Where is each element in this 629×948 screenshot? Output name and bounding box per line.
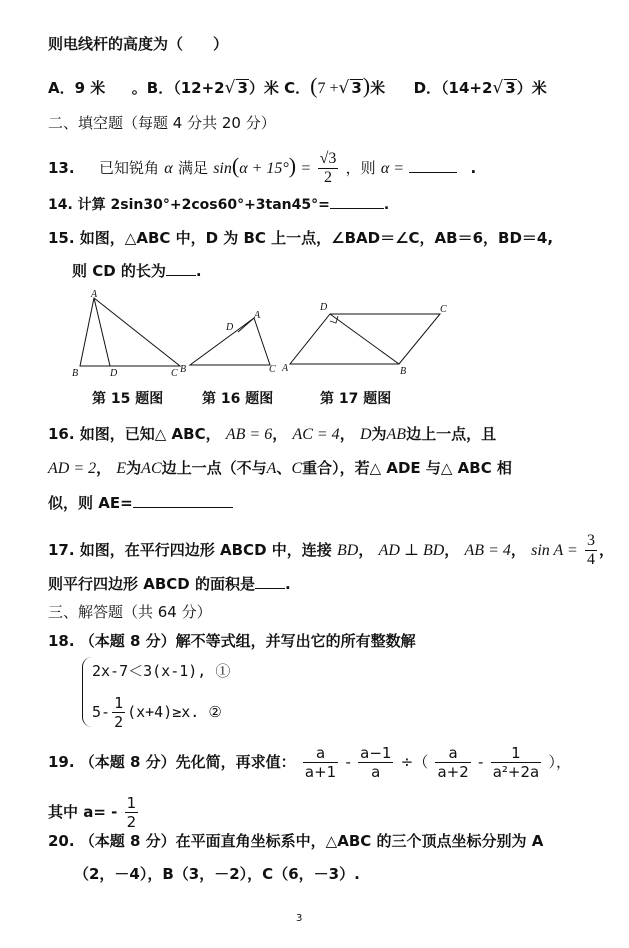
q13-sin: sin (213, 160, 232, 177)
q17-line1 (48, 532, 614, 569)
q19-div: ÷（ (400, 753, 429, 771)
caption-fig-15: 第 15 题图 (92, 391, 164, 407)
q13-text2: 满足 (177, 159, 208, 177)
f15-label-b: B (72, 368, 79, 379)
q19-frac4 (491, 744, 542, 781)
q18-i2-post: (x+4)≥x. ② (127, 703, 222, 721)
q19-minus2: - (478, 753, 484, 771)
q13-text: 已知锐角 (99, 159, 160, 177)
caption-fig-16: 第 16 题图 (202, 391, 274, 407)
f17-label-a: A (282, 363, 289, 374)
q16-t5: 似，则 AE= (48, 494, 133, 512)
f16-label-c: C (269, 364, 276, 375)
q17-c4: ， (599, 541, 615, 559)
f16-label-b: B (180, 364, 187, 375)
q17-fraction (585, 532, 597, 569)
f15-label-d: D (110, 368, 118, 379)
q17-end: . (284, 575, 291, 593)
q16-answer-blank[interactable] (133, 493, 233, 508)
q19-frac1 (303, 744, 338, 781)
f16-label-d: D (226, 322, 234, 333)
option-c-suffix: 米 (370, 79, 386, 97)
q18-fraction (112, 694, 125, 731)
q15-line2 (72, 261, 202, 281)
caption-fig-17: 第 17 题图 (320, 391, 392, 407)
q16-wei: 为 (371, 425, 387, 443)
figures-row (66, 288, 466, 380)
q15-text: 则 CD 的长为 (72, 262, 166, 280)
q17-c1: ， (358, 541, 374, 559)
q12-tail: 则电线杆的高度为（ ） (48, 35, 229, 53)
q16-t1: 16. 如图，已知△ ABC， (48, 425, 221, 443)
f17-label-b: B (400, 366, 407, 377)
q17-t1: 17. 如图，在平行四边形 ABCD 中，连接 (48, 541, 332, 559)
q18-i2-pre: 5- (92, 703, 111, 721)
q16-t4: 重合），若△ ADE 与△ ABC 相 (302, 459, 512, 477)
q17-t2: 则平行四边形 ABCD 的面积是 (48, 575, 255, 593)
q15-answer-blank[interactable] (166, 261, 196, 276)
q19-frac3 (435, 744, 470, 781)
q13-answer-blank[interactable] (409, 158, 457, 173)
q19-minus: - (345, 753, 351, 771)
q16-e: E (116, 460, 127, 477)
q13-arg: α + 15° (239, 160, 289, 177)
q13-alpha: α (164, 160, 173, 177)
q17-frac-den: 4 (587, 551, 596, 568)
q13-frac-num: √3 (319, 150, 337, 167)
page-number: 3 (296, 913, 303, 924)
q13-frac-den: 2 (324, 169, 332, 186)
q19-line2 (48, 794, 140, 831)
q16-ad2: AD = 2 (48, 460, 97, 477)
q13: 13. 已知锐角 α 满足 sin(α + 15°) = $\frac{√3}{2}$ ，则 α = . (48, 150, 477, 186)
option-b-radicand: 3 (237, 79, 248, 97)
q16-t3: 边上一点（不与 (161, 459, 267, 477)
q19-close: ）， (548, 753, 571, 771)
f17-label-c: C (440, 304, 447, 315)
q19-f4-num: 1 (491, 744, 542, 763)
q16-c: C (291, 460, 303, 477)
q18-frac-den: 2 (114, 713, 124, 731)
q19-line1 (48, 744, 571, 781)
f15-label-a: A (91, 289, 98, 300)
q14 (48, 194, 389, 215)
q18-inequality-1: 2x-7＜3(x-1), ① (92, 662, 231, 680)
q13-alpha-eq: α = (380, 160, 405, 177)
q16-wei2: 为 (126, 459, 142, 477)
q17-c2: ， (444, 541, 460, 559)
q17-bd: BD (336, 542, 359, 559)
f16-label-a: A (254, 310, 261, 321)
option-d-radicand: 3 (505, 79, 516, 97)
option-c-prefix: C． (284, 79, 311, 97)
q19-title: 19. （本题 8 分）先化简，再求值： (48, 753, 296, 771)
q19-f3-den: a+2 (437, 763, 469, 781)
figure-15 (72, 289, 180, 379)
option-b-suffix: ）米 (248, 79, 279, 97)
q13-end: . (470, 159, 477, 177)
q16-comma3: ， (96, 459, 112, 477)
q20-line1: 20. （本题 8 分）在平面直角坐标系中，△ABC 的三个顶点坐标分别为 A (48, 832, 544, 850)
q16-ab: AB (386, 426, 407, 443)
q14-answer-blank[interactable] (330, 194, 384, 209)
q15-end: . (195, 262, 202, 280)
option-dot: 。 (131, 79, 147, 97)
q13-number: 13. (48, 159, 75, 177)
option-a: A．9 米 (48, 79, 106, 97)
q13-fraction (318, 150, 339, 187)
q16-comma2: ， (339, 425, 355, 443)
option-b-prefix: B．（12+2 (146, 79, 225, 97)
q16-comma1: ， (272, 425, 288, 443)
q18-title: 18. （本题 8 分）解不等式组，并写出它的所有整数解 (48, 632, 416, 650)
q17-answer-blank[interactable] (255, 574, 285, 589)
q17-perp: AD ⊥ BD (378, 542, 445, 559)
f15-label-c: C (171, 368, 178, 379)
q19-frac2 (358, 744, 393, 781)
q19-f2-num: a−1 (360, 744, 392, 762)
q16-ab6: AB = 6 (225, 426, 273, 443)
q15-line1: 15. 如图，△ABC 中，D 为 BC 上一点，∠BAD＝∠C，AB＝6，BD＝4, (48, 229, 554, 247)
q19-w-num: 1 (126, 794, 137, 812)
section-solve-title: 三、解答题（共 64 分） (48, 603, 212, 621)
section-fill-in-title: 二、填空题（每题 4 分共 20 分） (48, 114, 276, 132)
f17-label-d: D (320, 302, 328, 313)
q13-tail: ，则 (345, 159, 376, 177)
q16-line2 (48, 458, 512, 479)
q19-f1-den: a+1 (304, 763, 337, 781)
q16-t2: 边上一点，且 (406, 425, 497, 443)
q20-line2: （2，－4），B（3，－2），C（6，－3）. (74, 865, 360, 883)
q18-inequality-2 (92, 694, 222, 731)
q19-f3-num: a (435, 744, 470, 763)
q16-line3 (48, 493, 233, 513)
q19-where: 其中 a= - (48, 803, 118, 821)
q17-c3: ， (510, 541, 526, 559)
q16-dun: 、 (276, 459, 292, 477)
q16-ac4: AC = 4 (292, 426, 340, 443)
q14-text: 14. 计算 2sin30°+2cos60°+3tan45°= (48, 197, 330, 213)
q14-end: . (383, 197, 390, 213)
option-d-prefix: D．（14+2 (413, 79, 493, 97)
q16-d: D (359, 426, 372, 443)
q19-f1-num: a (303, 744, 338, 763)
q12-options: A．9 米 。B．（12+2√ 3）米 C．(7 +√ 3)米 D．（14+2√ 3）米 (48, 73, 547, 98)
q19-f4-den: a²+2a (492, 763, 540, 781)
q17-frac-num: 3 (587, 532, 596, 549)
q19-w-den: 2 (126, 813, 137, 831)
q18-frac-num: 1 (114, 694, 124, 712)
option-c-inner: 7 + (317, 80, 339, 97)
figure-16 (180, 310, 276, 375)
q16-ac: AC (141, 460, 162, 477)
q19-frac-a (125, 794, 139, 831)
q16-a: A (266, 460, 277, 477)
figure-17 (281, 302, 447, 377)
q19-f2-den: a (371, 763, 381, 781)
option-c-radicand: 3 (351, 79, 362, 97)
q17-sin: sin A = (531, 542, 578, 559)
q16-line1 (48, 424, 496, 445)
q17-line2 (48, 574, 291, 594)
q17-ab4: AB = 4 (464, 542, 511, 559)
option-d-suffix: ）米 (516, 79, 547, 97)
